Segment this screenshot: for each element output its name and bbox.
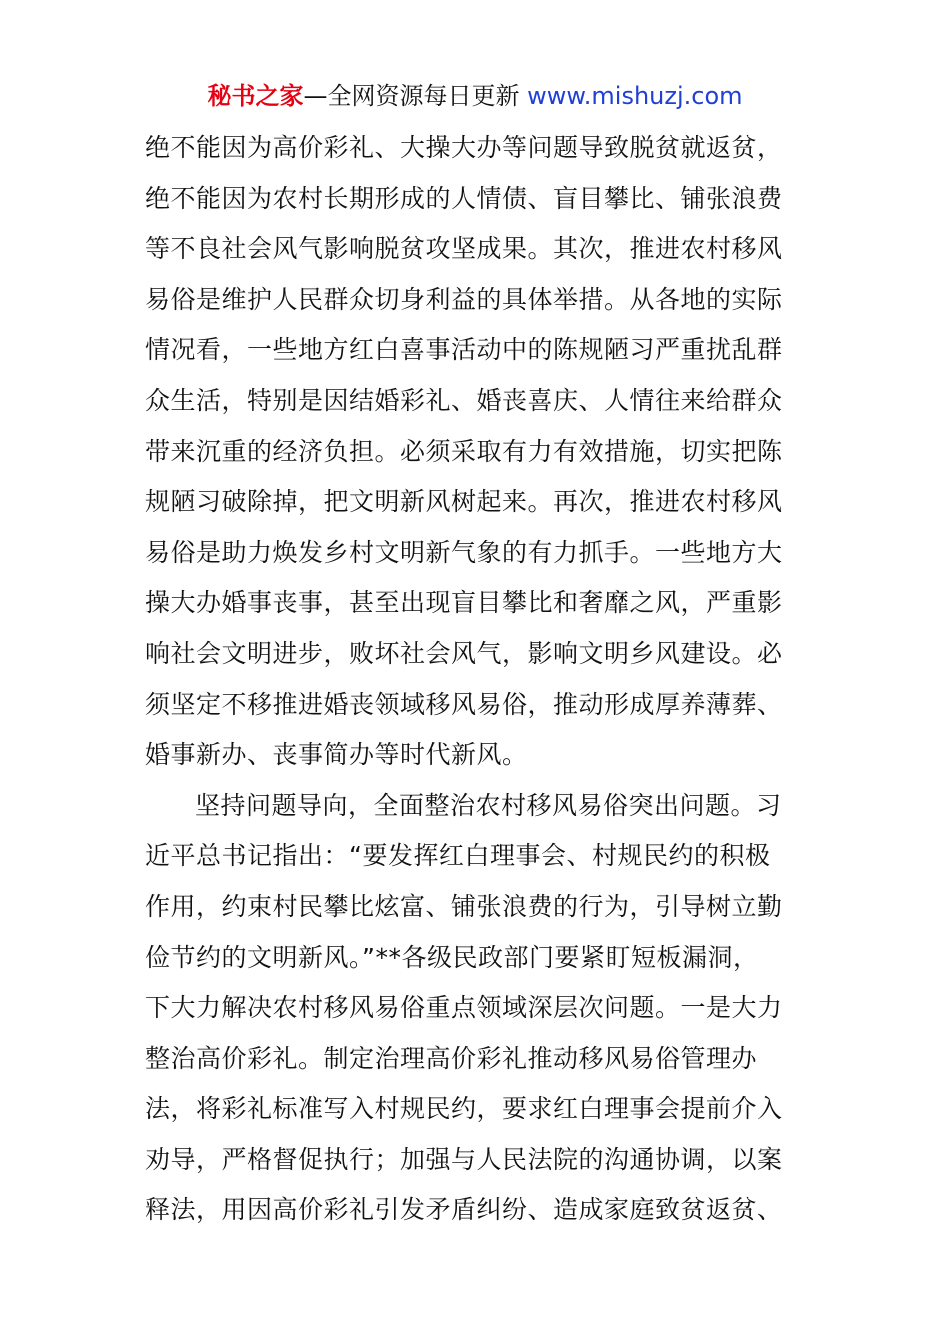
website-link[interactable]: www.mishuzj.com	[527, 82, 743, 110]
text-line: 须坚定不移推进婚丧领域移风易俗，推动形成厚养薄葬、	[145, 689, 783, 719]
page-header	[0, 80, 950, 112]
text-line: 婚事新办、丧事简办等时代新风。	[145, 740, 528, 770]
text-line: 绝不能因为农村长期形成的人情债、盲目攀比、铺张浪费	[145, 183, 783, 213]
text-line: 等不良社会风气影响脱贫攻坚成果。其次，推进农村移风	[145, 234, 783, 264]
text-line: 操大办婚事丧事，甚至出现盲目攀比和奢靡之风，严重影	[145, 588, 783, 618]
brand-name: 秘书之家	[207, 82, 304, 110]
text-line: 带来沉重的经济负担。必须采取有力有效措施，切实把陈	[145, 436, 783, 466]
text-line: 法，将彩礼标准写入村规民约，要求红白理事会提前介入	[145, 1094, 783, 1124]
text-line: 下大力解决农村移风易俗重点领域深层次问题。一是大力	[145, 993, 783, 1023]
text-line: 众生活，特别是因结婚彩礼、婚丧喜庆、人情往来给群众	[145, 385, 783, 415]
header-tagline: —全网资源每日更新	[303, 82, 528, 110]
text-line: 整治高价彩礼。制定治理高价彩礼推动移风易俗管理办	[145, 1043, 758, 1073]
document-body	[145, 123, 815, 1236]
text-line: 作用，约束村民攀比炫富、铺张浪费的行为，引导树立勤	[145, 891, 783, 921]
text-line: 坚持问题导向，全面整治农村移风易俗突出问题。习	[195, 790, 782, 820]
text-line: 易俗是助力焕发乡村文明新气象的有力抓手。一些地方大	[145, 537, 783, 567]
text-line: 劝导，严格督促执行；加强与人民法院的沟通协调，以案	[145, 1144, 783, 1174]
text-line: 释法，用因高价彩礼引发矛盾纠纷、造成家庭致贫返贫、	[145, 1195, 783, 1225]
text-line: 规陋习破除掉，把文明新风树起来。再次，推进农村移风	[145, 487, 783, 517]
text-line: 近平总书记指出：“要发挥红白理事会、村规民约的积极	[145, 841, 771, 871]
text-line: 响社会文明进步，败坏社会风气，影响文明乡风建设。必	[145, 638, 783, 668]
text-line: 俭节约的文明新风。”**各级民政部门要紧盯短板漏洞，	[145, 942, 759, 972]
text-line: 绝不能因为高价彩礼、大操大办等问题导致脱贫就返贫，	[145, 133, 783, 162]
text-line: 易俗是维护人民群众切身利益的具体举措。从各地的实际	[145, 284, 783, 314]
text-line: 情况看，一些地方红白喜事活动中的陈规陋习严重扰乱群	[145, 335, 783, 365]
